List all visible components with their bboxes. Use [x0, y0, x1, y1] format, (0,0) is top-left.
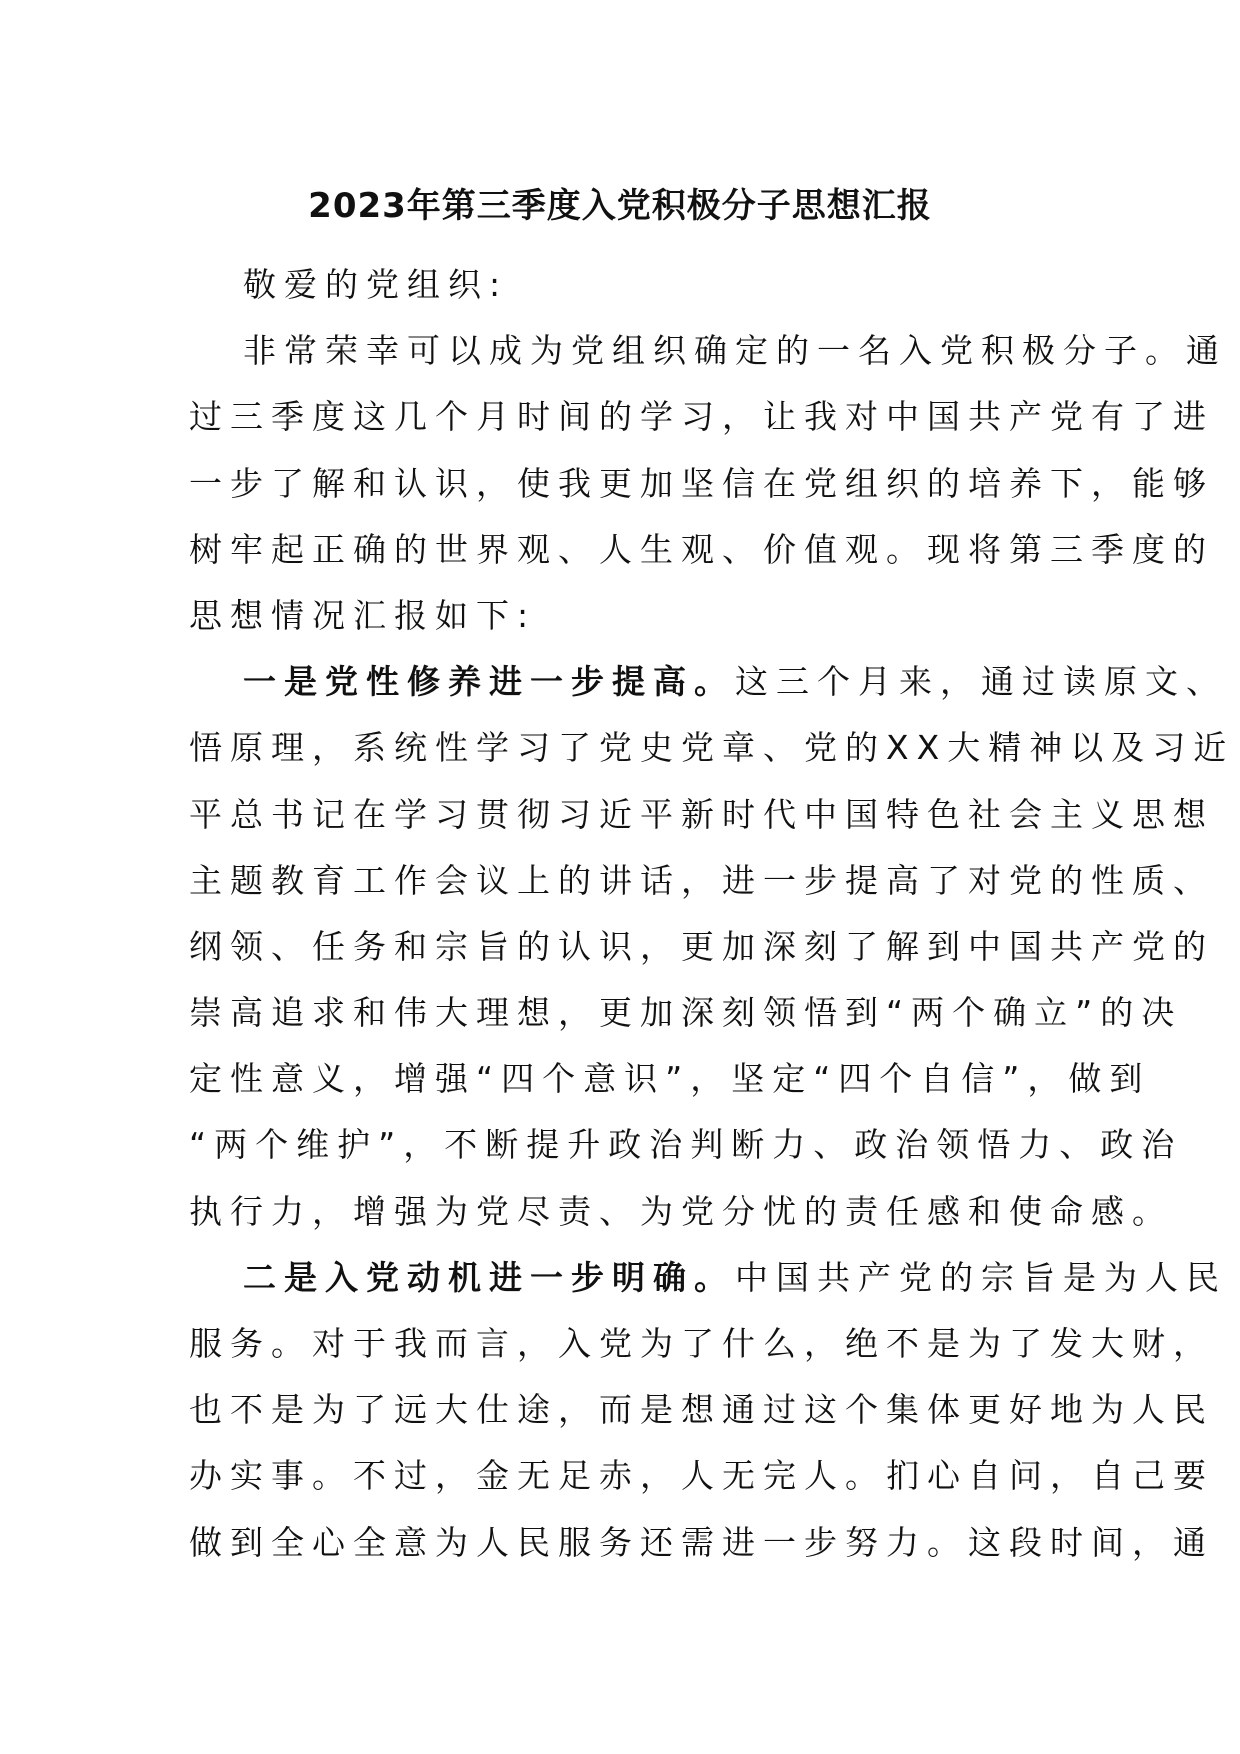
paragraph-intro [189, 318, 1227, 649]
section-heading: 二是入党动机进一步明确。 [243, 1257, 735, 1297]
paragraph-motivation [189, 1245, 1227, 1576]
text-line: 也不是为了远大仕途，而是想通过这个集体更好地为人民 [189, 1390, 1214, 1430]
text-line: 纲领、任务和宗旨的认识，更加深刻了解到中国共产党的 [189, 926, 1214, 966]
text-run: 中国共产党的宗旨是为人民 [735, 1257, 1227, 1297]
text-line: 办实事。不过，金无足赤，人无完人。扪心自问，自己要 [189, 1456, 1214, 1496]
text-run: 这三个月来，通过读原文、 [735, 662, 1227, 702]
text-line: 崇高追求和伟大理想，更加深刻领悟到“两个确立”的决 [189, 993, 1183, 1033]
salutation: 敬爱的党组织: [243, 265, 509, 304]
text-line: 一步了解和认识，使我更加坚信在党组织的培养下，能够 [189, 463, 1214, 503]
text-line: 服务。对于我而言，入党为了什么，绝不是为了发大财， [189, 1324, 1214, 1363]
text-line: 非常荣幸可以成为党组织确定的一名入党积极分子。通 [243, 331, 1227, 371]
text-line: 做到全心全意为人民服务还需进一步努力。这段时间，通 [189, 1522, 1214, 1562]
paragraph-party-spirit [189, 649, 1235, 1245]
text-line: 执行力，增强为党尽责、为党分忧的责任感和使命感。 [189, 1191, 1173, 1231]
document-body [189, 252, 1235, 1576]
text-line [189, 649, 1227, 715]
text-line: 定性意义，增强“四个意识”，坚定“四个自信”，做到 [189, 1059, 1151, 1099]
text-line: 平总书记在学习贯彻习近平新时代中国特色社会主义思想 [189, 794, 1214, 834]
section-heading: 一是党性修养进一步提高。 [243, 662, 735, 702]
text-line: 树牢起正确的世界观、人生观、价值观。现将第三季度的 [189, 529, 1214, 569]
text-line: 主题教育工作会议上的讲话，进一步提高了对党的性质、 [189, 860, 1214, 900]
document-title: 2023年第三季度入党积极分子思想汇报 [308, 186, 932, 226]
text-line: 过三季度这几个月时间的学习，让我对中国共产党有了进 [189, 397, 1214, 437]
text-line: 悟原理，系统性学习了党史党章、党的XX大精神以及习近 [189, 728, 1235, 768]
text-line: 思想情况汇报如下: [189, 595, 537, 635]
text-line: “两个维护”，不断提升政治判断力、政治领悟力、政治 [189, 1125, 1183, 1165]
text-line [189, 1245, 1227, 1311]
